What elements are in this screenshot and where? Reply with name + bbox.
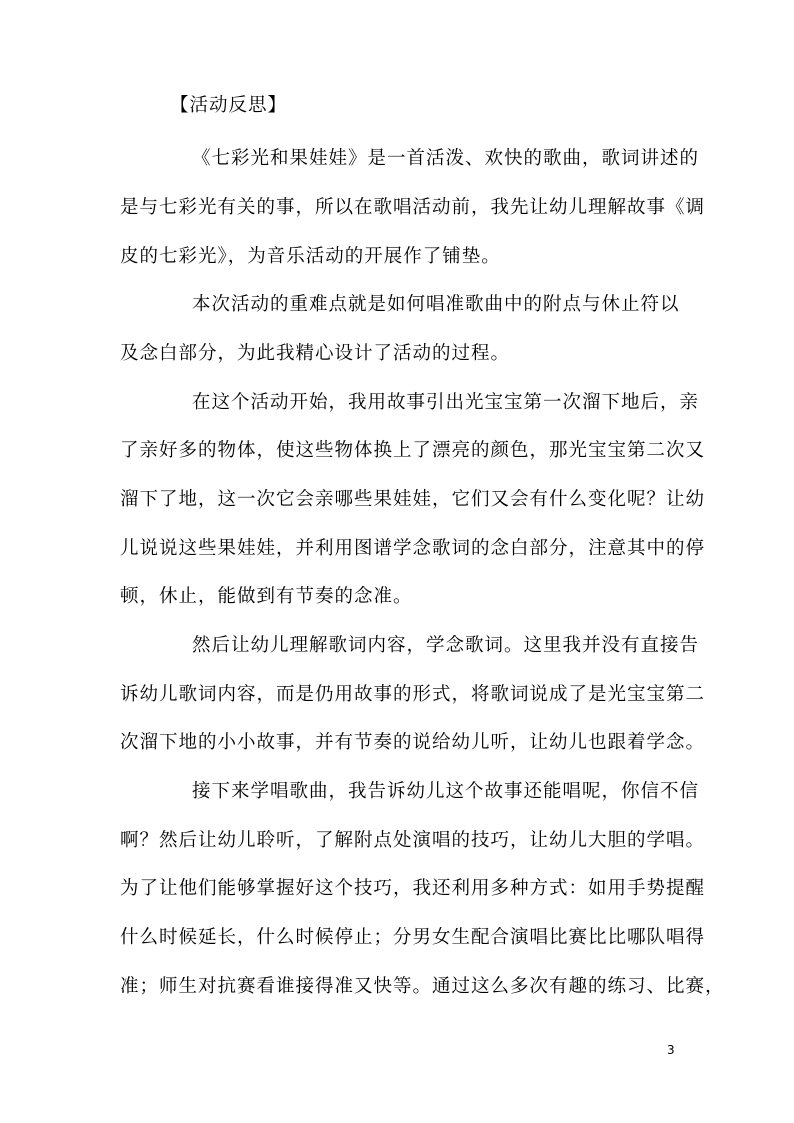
paragraph-line: 本次活动的重难点就是如何唱准歌曲中的附点与休止符以 [192,294,680,315]
paragraph-line: 然后让幼儿理解歌词内容，学念歌词。这里我并没有直接告 [192,635,700,656]
paragraph-line: 溜下了地，这一次它会亲哪些果娃娃，它们又会有什么变化呢？让幼 [120,489,706,510]
paragraph-line: 儿说说这些果娃娃，并利用图谱学念歌词的念白部分，注意其中的停 [120,538,706,559]
paragraph-line: 了亲好多的物体，使这些物体换上了漂亮的颜色，那光宝宝第二次又 [120,440,706,461]
paragraph-line: 为了让他们能够掌握好这个技巧，我还利用多种方式：如用手势提醒 [120,878,706,899]
paragraph-line: 皮的七彩光》，为音乐活动的开展作了铺垫。 [120,246,501,267]
paragraph-line: 诉幼儿歌词内容，而是仍用故事的形式，将歌词说成了是光宝宝第二 [120,684,706,705]
paragraph-line: 啊？然后让幼儿聆听，了解附点处演唱的技巧，让幼儿大胆的学唱。 [120,830,706,851]
paragraph-line: 及念白部分，为此我精心设计了活动的过程。 [120,343,511,364]
section-heading: 【活动反思】 [170,95,288,116]
paragraph-line: 次溜下地的小小故事，并有节奏的说给幼儿听，让幼儿也跟着学念。 [120,732,706,753]
page-number: 3 [667,1043,675,1057]
paragraph-line: 是与七彩光有关的事，所以在歌唱活动前，我先让幼儿理解故事《调 [120,197,706,218]
paragraph-line: 什么时候延长，什么时候停止；分男女生配合演唱比赛比比哪队唱得 [120,927,706,948]
paragraph-line: 《七彩光和果娃娃》是一首活泼、欢快的歌曲，歌词讲述的 [192,148,700,169]
paragraph-line: 接下来学唱歌曲，我告诉幼儿这个故事还能唱呢，你信不信 [192,781,700,802]
paragraph-line: 顿，休止，能做到有节奏的念准。 [120,586,413,607]
paragraph-line: 在这个活动开始，我用故事引出光宝宝第一次溜下地后，亲 [192,392,700,413]
paragraph-line: 准；师生对抗赛看谁接得准又快等。通过这么多次有趣的练习、比赛， [120,976,725,997]
